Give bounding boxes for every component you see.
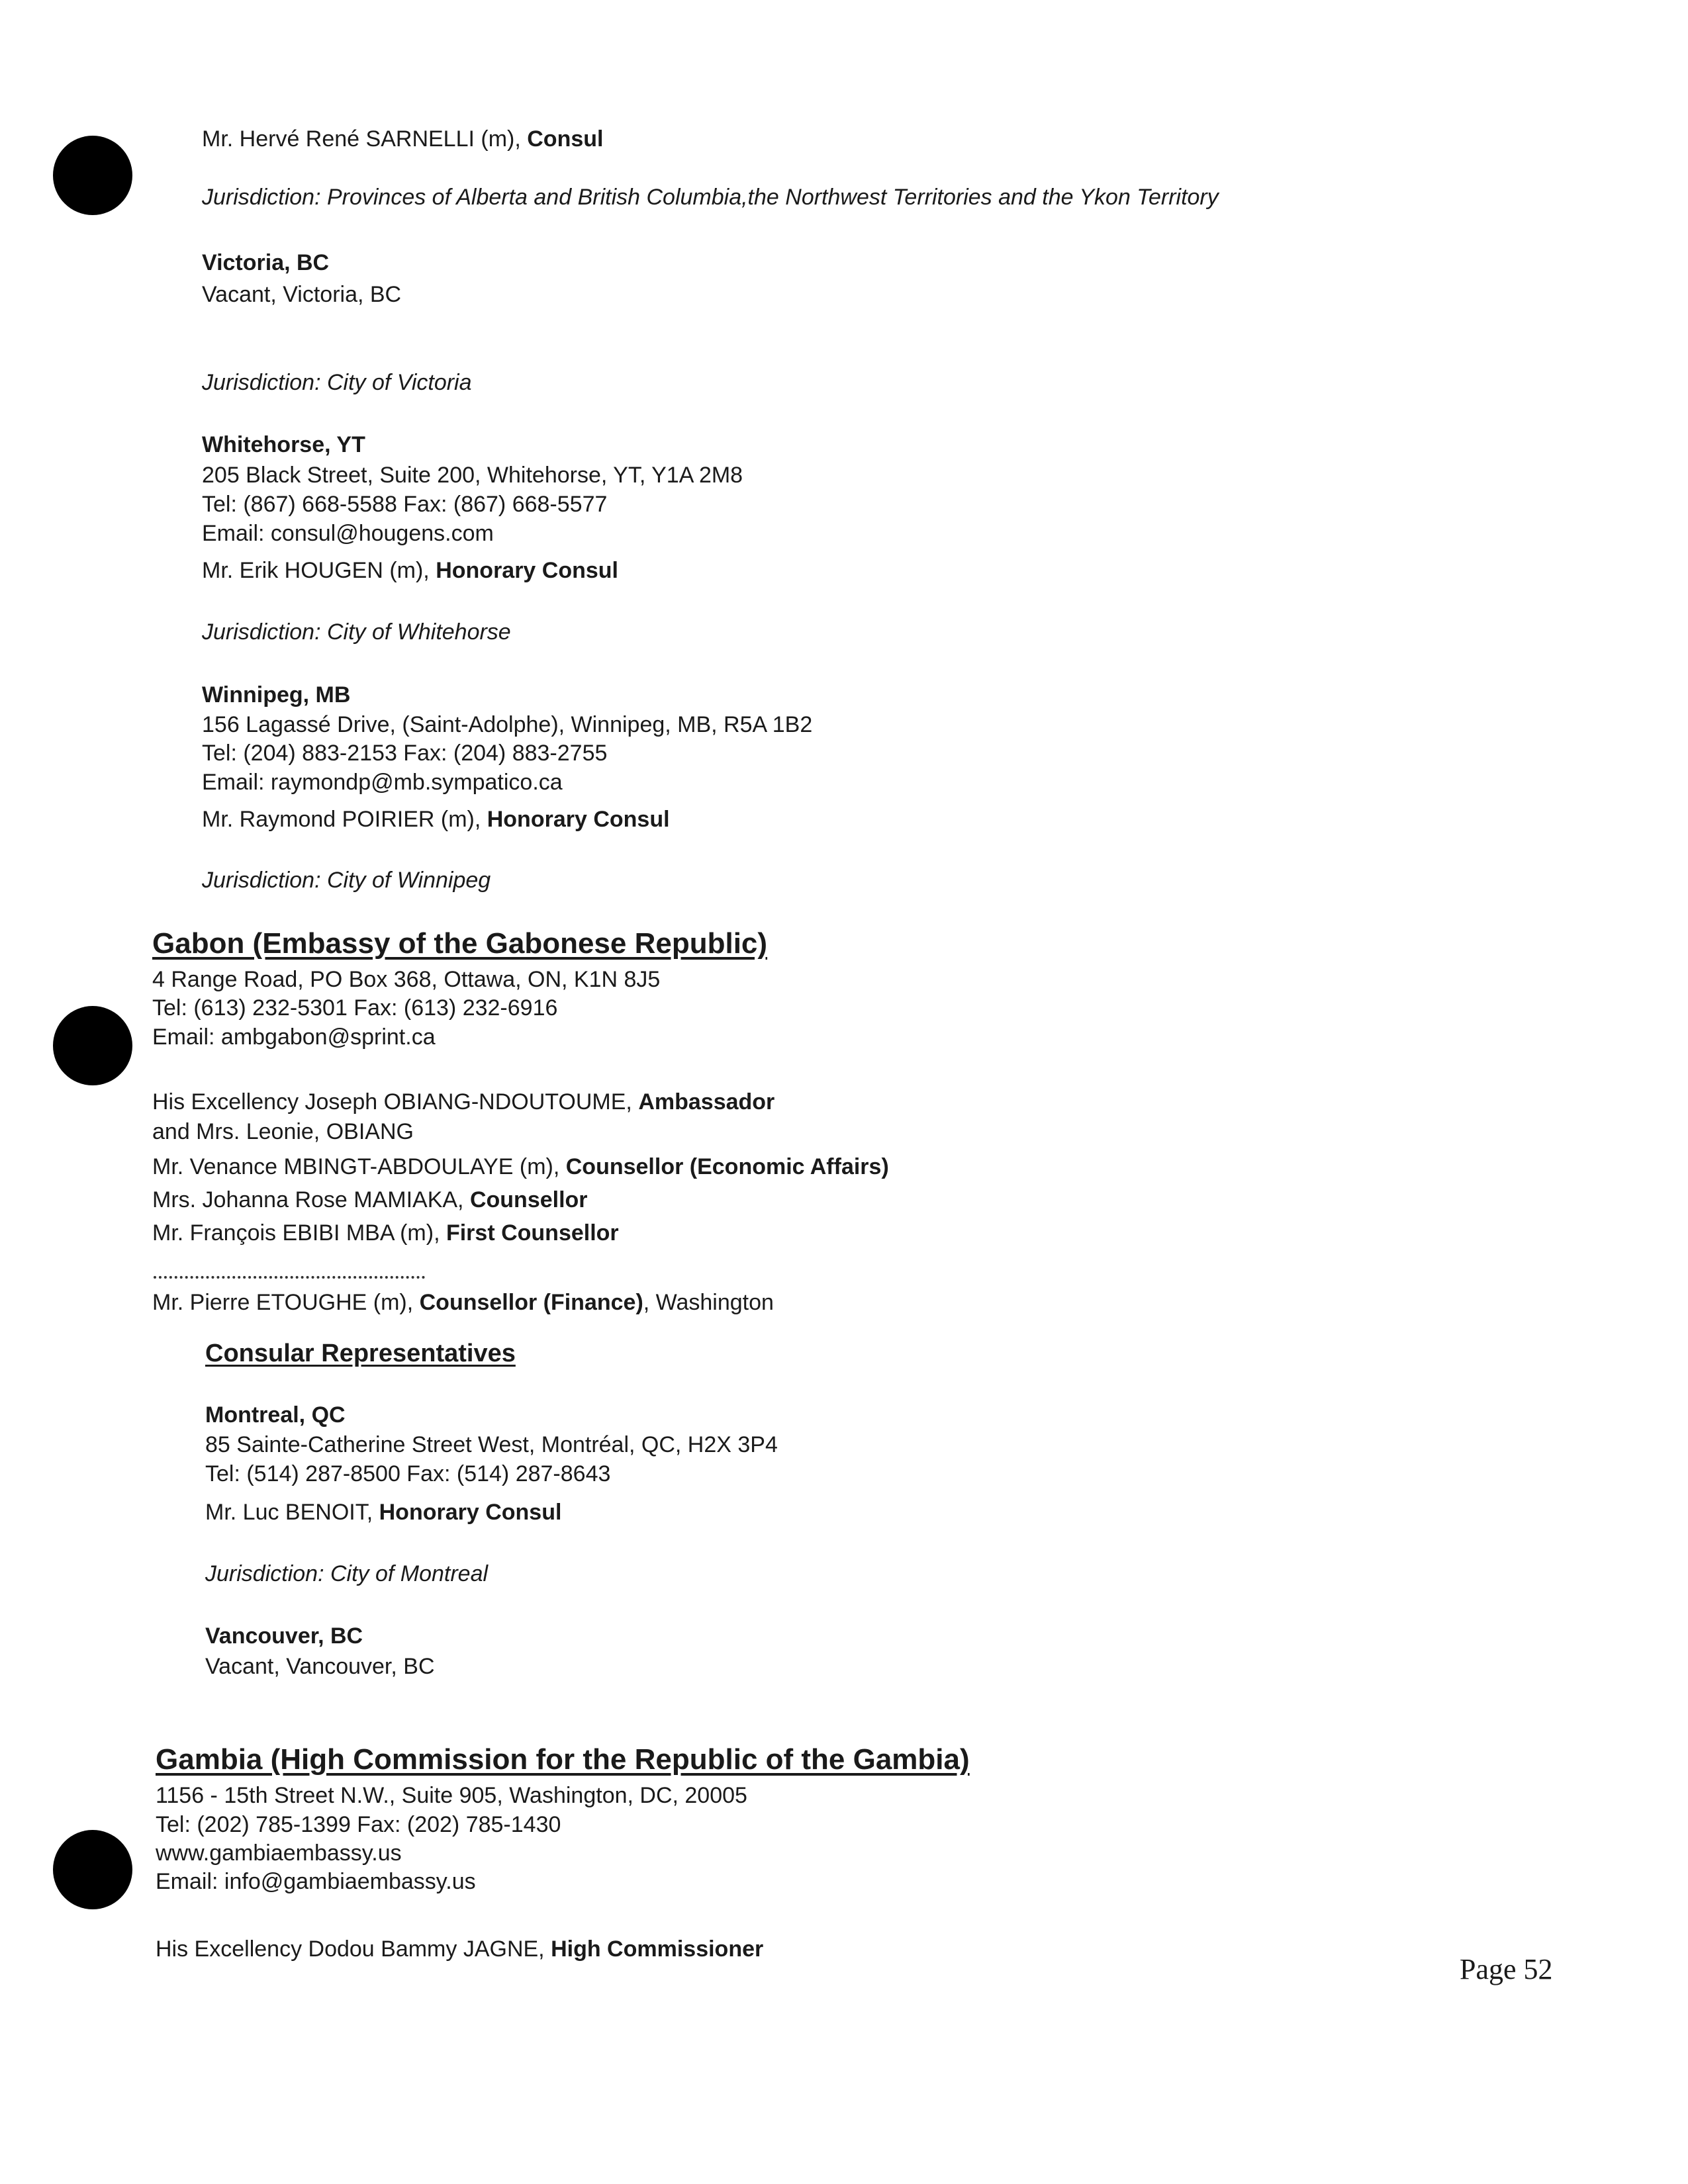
page-number: Page 52 [1460, 1953, 1553, 1985]
person-title: Honorary Consul [379, 1500, 562, 1525]
person-name: His Excellency Joseph OBIANG-NDOUTOUME, [152, 1089, 639, 1115]
jurisdiction-winnipeg: Jurisdiction: City of Winnipeg [202, 868, 491, 893]
heading-montreal: Montreal, QC [205, 1402, 346, 1428]
jurisdiction-alberta: Jurisdiction: Provinces of Alberta and British Columbia,the Northwest Territories and the Ykon Territory [202, 185, 1219, 210]
person-title: Counsellor (Finance) [419, 1290, 643, 1315]
whitehorse-email: Email: consul@hougens.com [202, 521, 494, 546]
person-location: , Washington [643, 1290, 774, 1315]
person-name: Mr. François EBIBI MBA (m), [152, 1220, 446, 1246]
montreal-address: 85 Sainte-Catherine Street West, Montréal, QC, H2X 3P4 [205, 1432, 778, 1457]
gambia-address: 1156 - 15th Street N.W., Suite 905, Washington, DC, 20005 [156, 1783, 747, 1808]
montreal-consul [205, 1499, 561, 1525]
person-name: and Mrs. Leonie, OBIANG [152, 1119, 414, 1144]
winnipeg-address: 156 Lagassé Drive, (Saint-Adolphe), Winnipeg, MB, R5A 1B2 [202, 712, 813, 737]
person-title: Counsellor [469, 1187, 588, 1212]
victoria-vacant: Vacant, Victoria, BC [202, 282, 402, 307]
gabon-staff-etoughe [152, 1289, 774, 1316]
person-name: Mr. Pierre ETOUGHE (m), [152, 1290, 420, 1315]
heading-victoria: Victoria, BC [202, 250, 330, 275]
gabon-staff-member [152, 1220, 619, 1246]
person-name: Mr. Hervé René SARNELLI (m), [202, 126, 528, 152]
heading-whitehorse: Whitehorse, YT [202, 432, 365, 457]
gambia-email: Email: info@gambiaembassy.us [156, 1869, 476, 1894]
binder-hole [53, 1830, 132, 1909]
person-title: Counsellor (Economic Affairs) [565, 1154, 889, 1179]
person-name: Mr. Venance MBINGT-ABDOULAYE (m), [152, 1154, 566, 1179]
winnipeg-tel: Tel: (204) 883-2153 Fax: (204) 883-2755 [202, 741, 608, 766]
person-title: Ambassador [638, 1089, 775, 1115]
person-name: Mrs. Johanna Rose MAMIAKA, [152, 1187, 470, 1212]
binder-hole [53, 136, 132, 215]
whitehorse-consul [202, 557, 618, 584]
gabon-address: 4 Range Road, PO Box 368, Ottawa, ON, K1N 8J5 [152, 967, 661, 992]
gabon-email: Email: ambgabon@sprint.ca [152, 1024, 436, 1050]
heading-gabon: Gabon (Embassy of the Gabonese Republic) [152, 927, 768, 960]
winnipeg-email: Email: raymondp@mb.sympatico.ca [202, 770, 563, 795]
gabon-tel: Tel: (613) 232-5301 Fax: (613) 232-6916 [152, 995, 558, 1021]
jurisdiction-whitehorse: Jurisdiction: City of Whitehorse [202, 619, 511, 645]
gambia-tel: Tel: (202) 785-1399 Fax: (202) 785-1430 [156, 1812, 561, 1837]
person-title: High Commissioner [551, 1936, 764, 1962]
gabon-staff-member [152, 1118, 414, 1145]
whitehorse-address: 205 Black Street, Suite 200, Whitehorse, YT, Y1A 2M8 [202, 463, 743, 488]
gabon-staff-member [152, 1187, 588, 1213]
dotted-separator [154, 1276, 425, 1279]
vancouver-vacant: Vacant, Vancouver, BC [205, 1654, 435, 1679]
heading-vancouver: Vancouver, BC [205, 1623, 363, 1649]
heading-gambia: Gambia (High Commission for the Republic of the Gambia) [156, 1743, 970, 1776]
consul-sarnelli [202, 126, 603, 152]
heading-consular-representatives: Consular Representatives [205, 1340, 516, 1367]
person-name: Mr. Raymond POIRIER (m), [202, 807, 487, 832]
winnipeg-consul [202, 806, 670, 833]
montreal-tel: Tel: (514) 287-8500 Fax: (514) 287-8643 [205, 1461, 611, 1486]
person-title: First Counsellor [445, 1220, 619, 1246]
gabon-staff-member [152, 1089, 774, 1115]
jurisdiction-montreal: Jurisdiction: City of Montreal [205, 1561, 489, 1586]
person-title: Consul [527, 126, 604, 152]
binder-hole [53, 1006, 132, 1085]
gabon-staff-member [152, 1154, 889, 1180]
person-title: Honorary Consul [487, 807, 670, 832]
person-name: Mr. Erik HOUGEN (m), [202, 558, 436, 583]
person-name: Mr. Luc BENOIT, [205, 1500, 379, 1525]
gambia-high-commissioner [156, 1936, 763, 1962]
heading-winnipeg: Winnipeg, MB [202, 682, 351, 707]
gambia-website: www.gambiaembassy.us [156, 1841, 402, 1866]
whitehorse-tel: Tel: (867) 668-5588 Fax: (867) 668-5577 [202, 492, 608, 517]
person-name: His Excellency Dodou Bammy JAGNE, [156, 1936, 551, 1962]
person-title: Honorary Consul [436, 558, 619, 583]
jurisdiction-victoria: Jurisdiction: City of Victoria [202, 370, 472, 395]
